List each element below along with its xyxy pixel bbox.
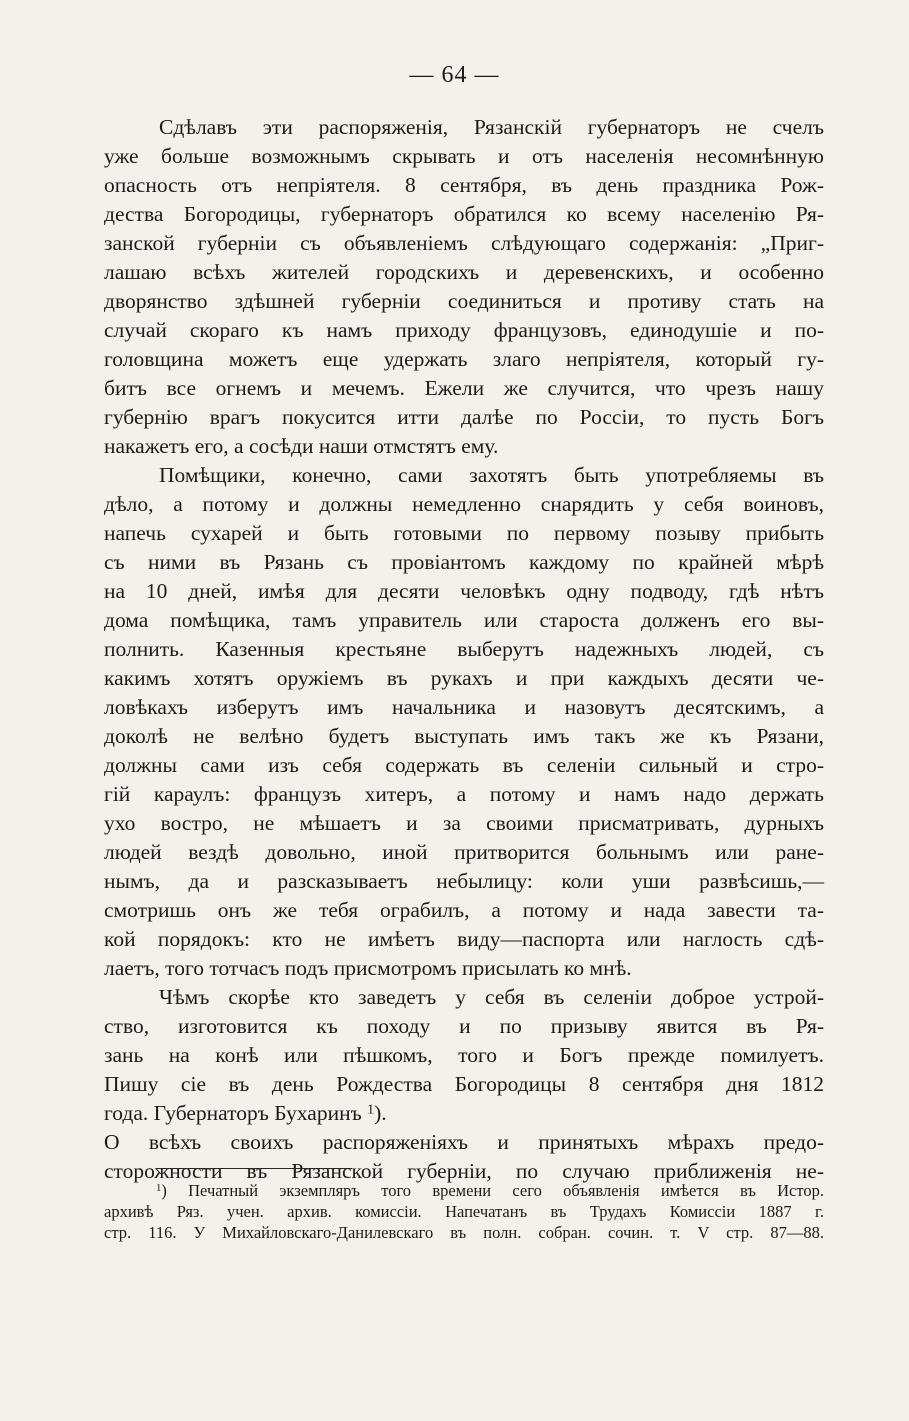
- body-text: [104, 113, 824, 1186]
- body-line: сторожности въ Рязанской губерніи, по случаю приближенія не-: [104, 1159, 824, 1183]
- body-line: уже больше возможнымъ скрывать и отъ населенія несомнѣнную: [104, 144, 824, 168]
- footnote-line: архивѣ Ряз. учен. архив. комиссіи. Напечатанъ въ Трудахъ Комиссіи 1887 г.: [104, 1202, 824, 1221]
- signature-text: года. Губернаторъ Бухаринъ: [104, 1101, 362, 1125]
- body-line: ство, изготовится къ походу и по призыву явится въ Ря-: [104, 1014, 824, 1038]
- footnote-divider: [156, 1168, 352, 1169]
- footnote-line: стр. 116. У Михайловскаго-Данилевскаго въ полн. собран. сочин. т. V стр. 87—88.: [104, 1223, 824, 1242]
- signature-tail: ).: [374, 1101, 387, 1125]
- body-line: смотришь онъ же тебя ограбилъ, а потому и нада завести та-: [104, 898, 824, 922]
- body-line: ухо востро, не мѣшаетъ и за своими присматривать, дурныхъ: [104, 811, 824, 835]
- body-line: дѣло, а потому и должны немедленно снарядить у себя воиновъ,: [104, 492, 824, 516]
- body-line: людей вездѣ довольно, иной притворится больнымъ или ране-: [104, 840, 824, 864]
- body-line: ловѣкахъ изберутъ имъ начальника и назовутъ десятскимъ, а: [104, 695, 824, 719]
- body-line: полнить. Казенныя крестьяне выберутъ надежныхъ людей, съ: [104, 637, 824, 661]
- body-line: головщина можетъ еще удержать злаго непріятеля, который гу-: [104, 347, 824, 371]
- body-line: должны сами изъ себя содержать въ селеніи сильный и стро-: [104, 753, 824, 777]
- body-line: нымъ, да и разсказываетъ небылицу: коли уши развѣсишь,—: [104, 869, 824, 893]
- body-line: дворянство здѣшней губерніи соединиться и противу стать на: [104, 289, 824, 313]
- signature-line: [104, 1099, 824, 1128]
- body-line: какимъ хотятъ оружіемъ въ рукахъ и при каждыхъ десяти че-: [104, 666, 824, 690]
- body-line: лаетъ, того тотчасъ подъ присмотромъ присылать ко мнѣ.: [104, 956, 632, 980]
- body-line: занской губерніи съ объявленіемъ слѣдующаго содержанія: „Приг-: [104, 231, 824, 255]
- body-line: на 10 дней, имѣя для десяти человѣкъ одну подводу, гдѣ нѣтъ: [104, 579, 824, 603]
- body-line: накажетъ его, а сосѣди наши отмстятъ ему.: [104, 434, 499, 458]
- body-line: битъ все огнемъ и мечемъ. Ежели же случится, что чрезъ нашу: [104, 376, 824, 400]
- body-line: кой порядокъ: кто не имѣетъ виду—паспорта или наглость сдѣ-: [104, 927, 824, 951]
- body-line: случай скораго къ намъ приходу французовъ, единодушіе и по-: [104, 318, 824, 342]
- body-line: Чѣмъ скорѣе кто заведетъ у себя въ селеніи доброе устрой-: [159, 985, 824, 1009]
- body-line: О всѣхъ своихъ распоряженіяхъ и принятыхъ мѣрахъ предо-: [104, 1130, 824, 1154]
- body-line: доколѣ не велѣно будетъ выступать имъ такъ же къ Рязани,: [104, 724, 824, 748]
- footnote-text: ) Печатный экземпляръ того времени сего объявленія имѣется въ Истор.: [161, 1181, 824, 1200]
- body-line: напечь сухарей и быть готовыми по первому позыву прибыть: [104, 521, 824, 545]
- page-number: — 64 —: [409, 62, 500, 88]
- body-line: лашаю всѣхъ жителей городскихъ и деревенскихъ, и особенно: [104, 260, 824, 284]
- footnote-line: [104, 1180, 824, 1201]
- footnote: [104, 1180, 824, 1243]
- footnote-reference: 1: [367, 1102, 375, 1118]
- body-line: дества Богородицы, губернаторъ обратился ко всему населенію Ря-: [104, 202, 824, 226]
- footnote-marker: 1: [156, 1182, 162, 1195]
- body-line: дома помѣщика, тамъ управитель или староста долженъ его вы-: [104, 608, 824, 632]
- body-line: гій караулъ: французъ хитеръ, а потому и намъ надо держать: [104, 782, 824, 806]
- body-line: опасность отъ непріятеля. 8 сентября, въ день праздника Рож-: [104, 173, 824, 197]
- body-line: съ ними въ Рязань съ провіантомъ каждому по крайней мѣрѣ: [104, 550, 824, 574]
- body-line: Пишу сіе въ день Рождества Богородицы 8 сентября дня 1812: [104, 1072, 824, 1096]
- body-line: губернію врагъ покусится итти далѣе по Россіи, то пусть Богъ: [104, 405, 824, 429]
- body-line: зань на конѣ или пѣшкомъ, того и Богъ прежде помилуетъ.: [104, 1043, 824, 1067]
- body-line: Помѣщики, конечно, сами захотятъ быть употребляемы въ: [159, 463, 824, 487]
- body-line: Сдѣлавъ эти распоряженія, Рязанскій губернаторъ не счелъ: [159, 115, 824, 139]
